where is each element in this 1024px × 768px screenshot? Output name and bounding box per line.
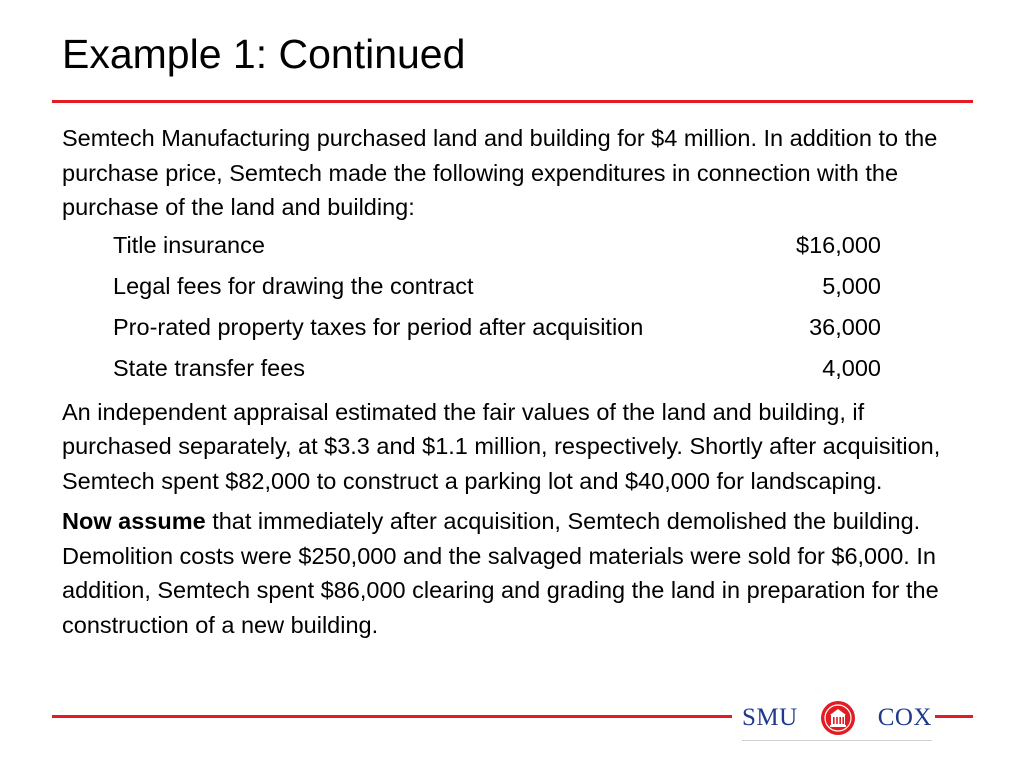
- expenditure-amount: $16,000: [796, 231, 881, 258]
- smu-cox-logo: [742, 696, 932, 741]
- slide-title: Example 1: Continued: [62, 31, 466, 77]
- expenditure-row: [113, 348, 881, 389]
- expenditure-label: State transfer fees: [113, 354, 306, 381]
- expenditure-row: [113, 307, 881, 348]
- logo-text-smu: SMU: [742, 704, 798, 731]
- expenditure-label: Title insurance: [113, 231, 265, 258]
- assumption-text: that immediately after acquisition, Semtech demolished the building. Demolition costs were $250,000 and the salvaged materials were sold for $6,000. In addition, Semtech spent $86,000 clearing and grading the land in preparation for the construction of a new building.: [62, 508, 939, 638]
- footer-divider-right: [935, 715, 973, 718]
- expenditure-amount: 5,000: [822, 272, 881, 299]
- expenditure-label: Legal fees for drawing the contract: [113, 272, 474, 299]
- expenditure-label: Pro-rated property taxes for period after acquisition: [113, 313, 644, 340]
- expenditure-row: [113, 225, 881, 266]
- slide-body: [62, 121, 962, 642]
- title-divider: [52, 100, 973, 103]
- smu-seal-icon: [820, 700, 856, 736]
- logo-text-cox: COX: [877, 704, 932, 731]
- expenditure-row: [113, 266, 881, 307]
- footer-divider-left: [52, 715, 732, 718]
- appraisal-paragraph: An independent appraisal estimated the fair values of the land and building, if purchased separately, at $3.3 and $1.1 million, respectively. Shortly after acquisition, Semtech spent $82,000 to construct a parking lot and $40,000 for landscaping.: [62, 398, 941, 494]
- intro-paragraph: Semtech Manufacturing purchased land and building for $4 million. In addition to the purchase price, Semtech made the following expenditures in connection with the purchase of the land and building:: [62, 125, 938, 220]
- assumption-paragraph: [62, 504, 962, 642]
- expenditure-amount: 4,000: [822, 354, 881, 381]
- expenditure-list: [113, 225, 881, 389]
- expenditure-amount: 36,000: [809, 313, 881, 340]
- assumption-emphasis: Now assume: [62, 508, 206, 534]
